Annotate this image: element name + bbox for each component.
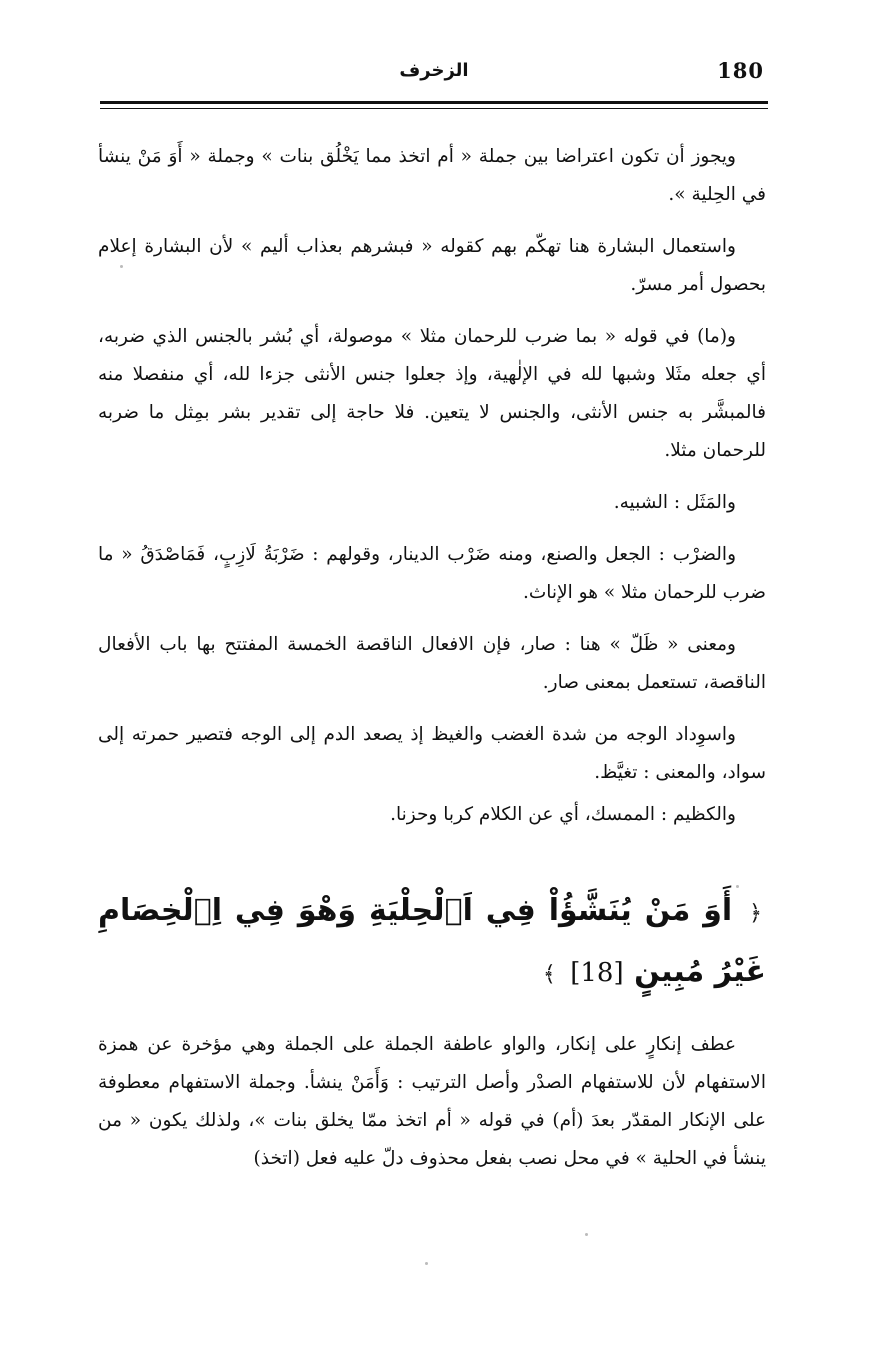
page-header [100,52,768,100]
scan-speck [736,885,739,888]
commentary-paragraph: عطف إنكارٍ على إنكار، والواو عاطفة الجملة على الجملة وهي مؤخرة عن همزة الاستفهام لأن للاستفهام الصدْر وأصل الترتيب : وَأَمَنْ ينشأ. وجملة الاستفهام معطوفة على الإنكار المقدّر بعدَ (أم) في قوله « أم اتخذ ممّا يخلق بنات »، ولذلك يكون « من ينشأ في الحلية » في محل نصب بفعل محذوف دلّ عليه فعل (اتخذ) [98,1034,766,1169]
verse-close-ornament: ﴾ [542,962,556,987]
header-rule-thin [100,108,768,109]
page-number: 180 [717,58,764,83]
scan-speck [585,1233,588,1236]
paragraph: واستعمال البشارة هنا تهكّم بهم كقوله « فبشرهم بعذاب أليم » لأن البشارة إعلام بحصول أمر مسرّ. [98,236,766,295]
verse-number: [18] [570,958,624,988]
paragraph: و(ما) في قوله « بما ضرب للرحمان مثلا » موصولة، أي بُشر بالجنس الذي ضربه، أي جعله مثَلا وشبها لله في الإلٰهية، وإذ جعلوا جنس الأنثى جزءا لله، أي منفصلا منه فالمبشَّر به جنس الأنثى، والجنس لا يتعين. فلا حاجة إلى تقدير بشر بمِثل ما ضربه للرحمان مثلا. [98,326,766,461]
body-text [98,138,766,1192]
paragraph: واسوِداد الوجه من شدة الغضب والغيظ إذ يصعد الدم إلى الوجه فتصير حمرته إلى سواد، والمعنى : تغيَّظ. [98,724,766,783]
scan-speck [120,265,123,268]
paragraph: ومعنى « ظَلّ » هنا : صار، فإن الافعال الناقصة الخمسة المفتتح بها باب الأفعال الناقصة، تستعمل بمعنى صار. [98,634,766,693]
paragraph: والضرْب : الجعل والصنع، ومنه ضَرْب الدينار، وقولهم : ضَرْبَةُ لَازِبٍ، فَمَاصْدَقُ « ما ضرب للرحمان مثلا » هو الإناث. [98,544,766,603]
running-title: الزخرف [399,60,469,81]
header-rule [100,101,768,104]
scan-speck [425,1262,428,1265]
paragraph: ويجوز أن تكون اعتراضا بين جملة « أم اتخذ مما يَخْلُق بنات » وجملة « أَوَ مَنْ ينشأ في الحِلية ». [98,146,766,205]
paragraph: والمَثَل : الشبيه. [613,492,736,513]
verse-text: أَوَ مَنْ يُنَشَّؤُاْ فِي اَ۬لْحِلْيَةِ وَهْوَ فِي اِ۬لْخِصَامِ غَيْرُ مُبِينٍ [98,893,766,989]
paragraph: والكظيم : الممسك، أي عن الكلام كربا وحزنا. [390,804,736,825]
verse-open-ornament: ﴿ [749,901,762,926]
quran-verse [98,882,766,1004]
